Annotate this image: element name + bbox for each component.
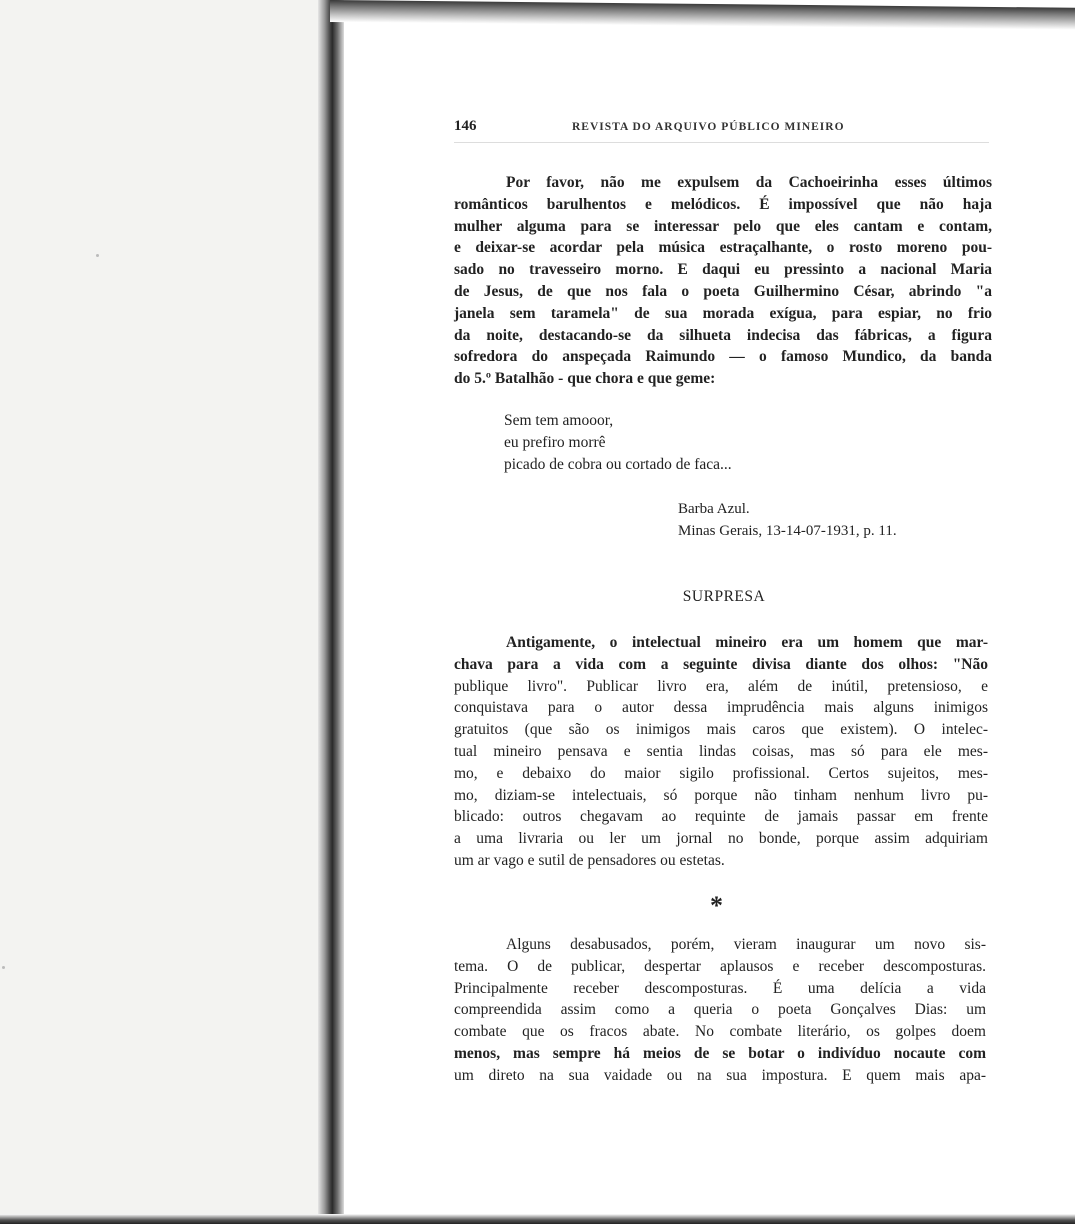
section-separator: * bbox=[710, 891, 723, 920]
text-line: blicado: outros chegavam ao requinte de jamais passar em frente bbox=[454, 808, 988, 826]
text-line: menos, mas sempre há meios de se botar o indivíduo nocaute com bbox=[454, 1044, 986, 1062]
text-line: publique livro". Publicar livro era, além de inútil, pretensioso, e bbox=[454, 677, 988, 695]
book-page bbox=[454, 118, 992, 1084]
text-line: gratuitos (que são os inimigos mais caros que existem). O intelec- bbox=[454, 721, 988, 739]
running-head bbox=[454, 118, 989, 143]
signature-block bbox=[678, 498, 897, 542]
text-line: tual mineiro pensava e sentia lindas coisas, mas só para ele mes- bbox=[454, 742, 988, 760]
text-line: Principalmente receber descomposturas. É uma delícia a vida bbox=[454, 979, 986, 997]
signature-source: Minas Gerais, 13-14-07-1931, p. 11. bbox=[678, 523, 897, 539]
poem-line: picado de cobra ou cortado de faca... bbox=[504, 456, 732, 473]
text-line: tema. O de publicar, despertar aplausos e receber descomposturas. bbox=[454, 957, 986, 975]
poem-line: Sem tem amooor, bbox=[504, 412, 614, 429]
text-line: mulher alguma para se interessar pelo que eles cantam e contam, bbox=[454, 217, 992, 235]
text-line: Por favor, não me expulsem da Cachoeirinha esses últimos bbox=[506, 174, 992, 191]
text-line: mo, diziam-se intelectuais, só porque não tinham nenhum livro pu- bbox=[454, 786, 988, 804]
text-line: compreendida assim como a queria o poeta Gonçalves Dias: um bbox=[454, 1001, 986, 1019]
page-top-edge bbox=[330, 0, 1075, 30]
page-number: 146 bbox=[454, 118, 477, 134]
signature-author: Barba Azul. bbox=[678, 501, 750, 517]
book-gutter bbox=[318, 0, 344, 1224]
text-line: de Jesus, de que nos fala o poeta Guilhermino César, abrindo "a bbox=[454, 282, 992, 300]
text-line: Antigamente, o intelectual mineiro era um homem que mar- bbox=[506, 634, 988, 651]
text-line: sado no travesseiro morno. E daqui eu pressinto a nacional Maria bbox=[454, 261, 992, 279]
poem-quote bbox=[504, 410, 732, 476]
text-line: e deixar-se acordar pela música estraçalhante, o rosto moreno pou- bbox=[454, 239, 992, 257]
text-line: chava para a vida com a seguinte divisa diante dos olhos: "Não bbox=[454, 655, 988, 673]
text-line: janela sem taramela" de sua morada exígua, para espiar, no frio bbox=[454, 304, 992, 322]
text-line: da noite, destacando-se da silhueta indecisa das fábricas, a figura bbox=[454, 326, 992, 344]
paragraph-desabusados bbox=[454, 934, 986, 1087]
text-line: a uma livraria ou ler um jornal no bonde, porque assim adquiriam bbox=[454, 830, 988, 848]
text-line: Alguns desabusados, porém, vieram inaugurar um novo sis- bbox=[506, 936, 986, 953]
text-line: mo, e debaixo do maior sigilo profissional. Certos sujeitos, mes- bbox=[454, 764, 988, 782]
facing-page-margin bbox=[0, 0, 326, 1224]
text-line: conquistava para o autor dessa imprudência mais alguns inimigos bbox=[454, 699, 988, 717]
paper-speck bbox=[96, 254, 99, 257]
text-line: combate que os fracos abate. No combate literário, os golpes doem bbox=[454, 1023, 986, 1041]
page-bottom-edge bbox=[0, 1214, 1075, 1224]
poem-line: eu prefiro morrê bbox=[504, 434, 606, 451]
paragraph-intro bbox=[454, 172, 992, 390]
paragraph-surpresa bbox=[454, 632, 988, 872]
paper-speck bbox=[2, 966, 5, 969]
text-line: do 5.º Batalhão - que chora e que geme: bbox=[454, 370, 716, 388]
journal-title: REVISTA DO ARQUIVO PÚBLICO MINEIRO bbox=[572, 121, 845, 133]
text-line: um direto na sua vaidade ou na sua impostura. E quem mais apa- bbox=[454, 1066, 986, 1084]
text-line: sofredora do anspeçada Raimundo — o famoso Mundico, da banda bbox=[454, 348, 992, 366]
text-line: românticos barulhentos e melódicos. É impossível que não haja bbox=[454, 195, 992, 213]
section-title: SURPRESA bbox=[682, 588, 766, 605]
text-line: um ar vago e sutil de pensadores ou estetas. bbox=[454, 851, 725, 869]
